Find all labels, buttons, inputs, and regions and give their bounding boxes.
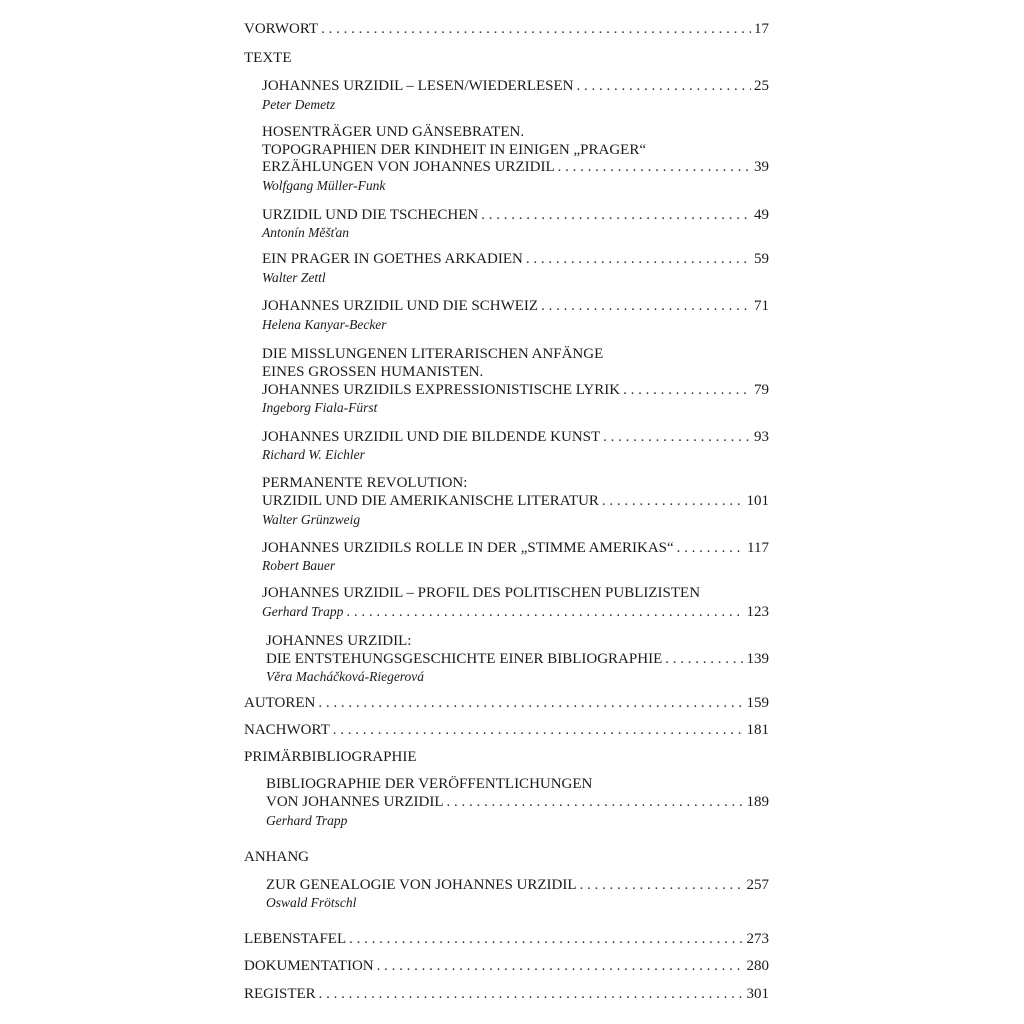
toc-entry	[262, 250, 769, 268]
dot-leader	[481, 206, 751, 224]
dot-leader	[319, 985, 744, 1003]
toc-title: REGISTER	[244, 986, 316, 1002]
page-number: 189	[746, 794, 769, 810]
toc-title-line: HOSENTRÄGER UND GÄNSEBRATEN.	[262, 124, 525, 140]
toc-entry	[262, 77, 769, 95]
page-number: 301	[746, 986, 769, 1002]
toc-entry	[266, 650, 769, 668]
toc-title-line: JOHANNES URZIDIL – PROFIL DES POLITISCHEN PUBLIZISTEN	[262, 585, 701, 601]
dot-leader	[349, 930, 743, 948]
page-number: 159	[746, 695, 769, 711]
dot-leader	[558, 158, 751, 176]
toc-author: Antonín Měšťan	[262, 225, 350, 240]
toc-author: Walter Zettl	[262, 270, 326, 285]
page-number: 181	[746, 722, 769, 738]
toc-title-line: PERMANENTE REVOLUTION:	[262, 475, 468, 491]
toc-author: Helena Kanyar-Becker	[262, 317, 387, 332]
page-number: 123	[746, 604, 769, 620]
toc-author: Richard W. Eichler	[262, 447, 365, 462]
page-number: 49	[754, 207, 769, 223]
dot-leader	[603, 428, 751, 446]
toc-entry-lebenstafel	[244, 930, 769, 948]
toc-author: Ingeborg Fiala-Fürst	[262, 400, 378, 415]
dot-leader	[623, 381, 751, 399]
toc-title-line: DIE MISSLUNGENEN LITERARISCHEN ANFÄNGE	[262, 346, 604, 362]
toc-title: VORWORT	[244, 21, 319, 37]
toc-title: DOKUMENTATION	[244, 958, 374, 974]
toc-title: EIN PRAGER IN GOETHES ARKADIEN	[262, 251, 523, 267]
page-number: 71	[754, 298, 769, 314]
toc-title: AUTOREN	[244, 695, 316, 711]
toc-title: JOHANNES URZIDIL UND DIE SCHWEIZ	[262, 298, 539, 314]
toc-title: DIE ENTSTEHUNGSGESCHICHTE EINER BIBLIOGRAPHIE	[266, 651, 663, 667]
toc-entry	[262, 297, 769, 315]
section-heading-anhang: ANHANG	[244, 849, 309, 865]
toc-author: Peter Demetz	[262, 97, 336, 112]
toc-entry	[262, 206, 769, 224]
toc-author: Oswald Frötschl	[266, 895, 357, 910]
page-number: 25	[754, 78, 769, 94]
page-number: 101	[746, 493, 769, 509]
toc-title: JOHANNES URZIDILS EXPRESSIONISTISCHE LYRIK	[262, 382, 621, 398]
dot-leader	[526, 250, 751, 268]
section-heading-primaerbibliographie: PRIMÄRBIBLIOGRAPHIE	[244, 749, 417, 765]
toc-entry-vorwort	[244, 20, 769, 38]
toc-entry-register	[244, 985, 769, 1003]
section-heading-texte: TEXTE	[244, 50, 292, 66]
toc-title-line: JOHANNES URZIDIL:	[266, 633, 412, 649]
page-number: 280	[746, 958, 769, 974]
toc-title: JOHANNES URZIDIL – LESEN/WIEDERLESEN	[262, 78, 574, 94]
toc-author: Gerhard Trapp	[262, 604, 344, 619]
page-number: 117	[747, 540, 769, 556]
dot-leader	[677, 539, 744, 557]
toc-entry	[266, 793, 769, 811]
toc-entry-dokumentation	[244, 957, 769, 975]
page-number: 257	[746, 877, 769, 893]
toc-author: Wolfgang Müller-Funk	[262, 178, 386, 193]
toc-entry	[262, 603, 769, 621]
toc-entry	[262, 381, 769, 399]
dot-leader	[580, 876, 744, 894]
toc-title-line: EINES GROSSEN HUMANISTEN.	[262, 364, 484, 380]
page-number: 59	[754, 251, 769, 267]
dot-leader	[377, 957, 744, 975]
toc-entry	[262, 539, 769, 557]
toc-title: JOHANNES URZIDIL UND DIE BILDENDE KUNST	[262, 429, 601, 445]
toc-entry	[262, 158, 769, 176]
dot-leader	[333, 721, 744, 739]
dot-leader	[602, 492, 744, 510]
toc-title: VON JOHANNES URZIDIL	[266, 794, 444, 810]
toc-author: Robert Bauer	[262, 558, 336, 573]
toc-entry-autoren	[244, 694, 769, 712]
toc-author: Věra Macháčková-Riegerová	[266, 669, 425, 684]
dot-leader	[541, 297, 751, 315]
toc-entry	[262, 428, 769, 446]
toc-title: LEBENSTAFEL	[244, 931, 347, 947]
dot-leader	[318, 694, 743, 712]
toc-title: URZIDIL UND DIE TSCHECHEN	[262, 207, 479, 223]
dot-leader	[447, 793, 744, 811]
toc-entry-nachwort	[244, 721, 769, 739]
dot-leader	[346, 603, 743, 621]
toc-title: JOHANNES URZIDILS ROLLE IN DER „STIMME AMERIKAS“	[262, 540, 674, 556]
toc-title: ZUR GENEALOGIE VON JOHANNES URZIDIL	[266, 877, 577, 893]
toc-title: URZIDIL UND DIE AMERIKANISCHE LITERATUR	[262, 493, 599, 509]
page-number: 93	[754, 429, 769, 445]
page-number: 17	[754, 21, 769, 37]
toc-title-line: TOPOGRAPHIEN DER KINDHEIT IN EINIGEN „PRAGER“	[262, 142, 646, 158]
page-number: 79	[754, 382, 769, 398]
toc-author: Gerhard Trapp	[266, 813, 348, 828]
dot-leader	[577, 77, 752, 95]
page-number: 139	[746, 651, 769, 667]
dot-leader	[665, 650, 743, 668]
toc-title: NACHWORT	[244, 722, 330, 738]
dot-leader	[321, 20, 751, 38]
toc-entry	[262, 492, 769, 510]
toc-author: Walter Grünzweig	[262, 512, 361, 527]
page-number: 39	[754, 159, 769, 175]
toc-entry	[266, 876, 769, 894]
toc-title-line: BIBLIOGRAPHIE DER VERÖFFENTLICHUNGEN	[266, 776, 593, 792]
page-number: 273	[746, 931, 769, 947]
toc-title: ERZÄHLUNGEN VON JOHANNES URZIDIL	[262, 159, 555, 175]
